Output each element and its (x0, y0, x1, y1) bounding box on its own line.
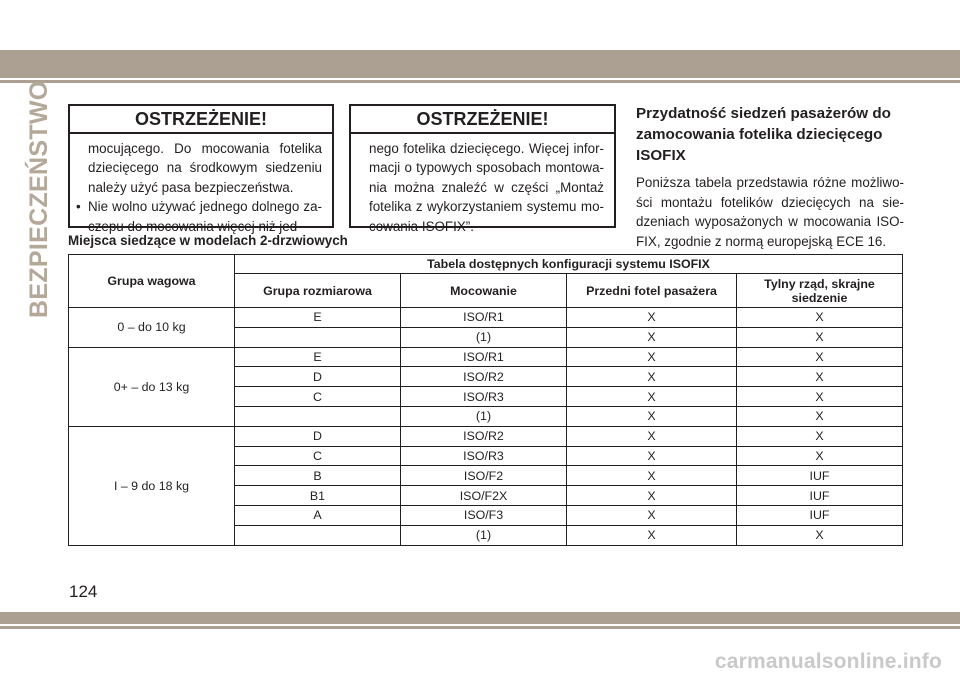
rear-seat-cell: X (737, 406, 903, 426)
front-seat-cell: X (567, 505, 737, 525)
size-class-cell: B (235, 466, 401, 486)
table-caption: Miejsca siedzące w modelach 2-drzwiowych (68, 233, 348, 248)
warning-box-left (68, 104, 334, 234)
rear-seat-cell: X (737, 347, 903, 367)
front-seat-cell: X (567, 327, 737, 347)
header-weight-group: Grupa wagowa (69, 255, 235, 308)
header-front-seat: Przedni fotel pasażera (567, 274, 737, 308)
rear-seat-cell: X (737, 446, 903, 466)
table-body (69, 308, 903, 546)
isofix-section (636, 103, 904, 251)
fixture-cell: ISO/R2 (401, 367, 567, 387)
weight-group-cell: 0 – do 10 kg (69, 308, 235, 348)
fixture-cell: ISO/R2 (401, 426, 567, 446)
rear-seat-cell: X (737, 525, 903, 545)
front-seat-cell: X (567, 446, 737, 466)
watermark: carmanualsonline.info (714, 650, 942, 673)
fixture-cell: ISO/F2X (401, 486, 567, 506)
front-seat-cell: X (567, 367, 737, 387)
rear-seat-cell: X (737, 327, 903, 347)
size-class-cell (235, 525, 401, 545)
size-class-cell: D (235, 367, 401, 387)
table-row (69, 347, 903, 367)
size-class-cell: C (235, 387, 401, 407)
warning-text-left-2: Nie wolno używać jednego dolnego za-czepu do mocowania więcej niż jed- (88, 199, 322, 234)
section-heading: Przydatność siedzeń pasażerów do zamocowania fotelika dziecięcego ISOFIX (636, 105, 891, 164)
front-seat-cell: X (567, 525, 737, 545)
front-seat-cell: X (567, 347, 737, 367)
rear-seat-cell: IUF (737, 486, 903, 506)
table-row (69, 426, 903, 446)
size-class-cell: C (235, 446, 401, 466)
fixture-cell: (1) (401, 406, 567, 426)
warning-body-right: nego fotelika dziecięcego. Więcej infor-macji o typowych sposobach montowa-nia można znaleźć w części „Montaż fotelika z wykorzystaniem systemu mo-cowania ISOFIX”. (369, 141, 604, 234)
footer-band (0, 612, 960, 624)
header-band-line (0, 80, 960, 83)
header-size-class: Grupa rozmiarowa (235, 274, 401, 308)
rear-seat-cell: X (737, 426, 903, 446)
fixture-cell: ISO/R3 (401, 446, 567, 466)
size-class-cell: E (235, 308, 401, 328)
rear-seat-cell: IUF (737, 505, 903, 525)
header-rear-outboard: Tylny rząd, skrajne siedzenie (737, 274, 903, 308)
weight-group-cell: 0+ – do 13 kg (69, 347, 235, 426)
warning-title-right: OSTRZEŻENIE! (351, 106, 614, 134)
front-seat-cell: X (567, 406, 737, 426)
fixture-cell: ISO/F3 (401, 505, 567, 525)
size-class-cell: A (235, 505, 401, 525)
fixture-cell: ISO/R1 (401, 347, 567, 367)
chapter-side-title: BEZPIECZEŃSTWO (25, 80, 53, 318)
fixture-cell: (1) (401, 525, 567, 545)
warning-box-right (349, 104, 616, 234)
front-seat-cell: X (567, 387, 737, 407)
fixture-cell: ISO/F2 (401, 466, 567, 486)
warning-bullet-left (76, 197, 322, 236)
header-fixture: Mocowanie (401, 274, 567, 308)
size-class-cell (235, 327, 401, 347)
front-seat-cell: X (567, 486, 737, 506)
warning-title-left: OSTRZEŻENIE! (70, 106, 332, 134)
section-paragraph: Poniższa tabela przedstawia różne możliwo-ści montażu fotelików dziecięcych na sie-dzeniach wyposażonych w mocowania ISO-FIX, zgodnie z normą europejską ECE 16. (636, 175, 904, 249)
warning-body-left (70, 134, 332, 242)
fixture-cell: ISO/R3 (401, 387, 567, 407)
rear-seat-cell: X (737, 367, 903, 387)
isofix-table (68, 254, 903, 546)
front-seat-cell: X (567, 426, 737, 446)
footer-band-line (0, 626, 960, 629)
rear-seat-cell: X (737, 308, 903, 328)
size-class-cell (235, 406, 401, 426)
weight-group-cell: I – 9 do 18 kg (69, 426, 235, 545)
front-seat-cell: X (567, 466, 737, 486)
warning-text-left-1: mocującego. Do mocowania fotelika dziecięcego na środkowym siedzeniu należy użyć pasa bezpieczeństwa. (88, 141, 322, 195)
header-isofix-config: Tabela dostępnych konfiguracji systemu ISOFIX (235, 255, 903, 274)
bullet-icon: • (76, 199, 81, 215)
table-row (69, 308, 903, 328)
header-band (0, 50, 960, 78)
rear-seat-cell: IUF (737, 466, 903, 486)
fixture-cell: ISO/R1 (401, 308, 567, 328)
size-class-cell: B1 (235, 486, 401, 506)
page-number: 124 (69, 582, 98, 601)
rear-seat-cell: X (737, 387, 903, 407)
size-class-cell: E (235, 347, 401, 367)
fixture-cell: (1) (401, 327, 567, 347)
front-seat-cell: X (567, 308, 737, 328)
size-class-cell: D (235, 426, 401, 446)
